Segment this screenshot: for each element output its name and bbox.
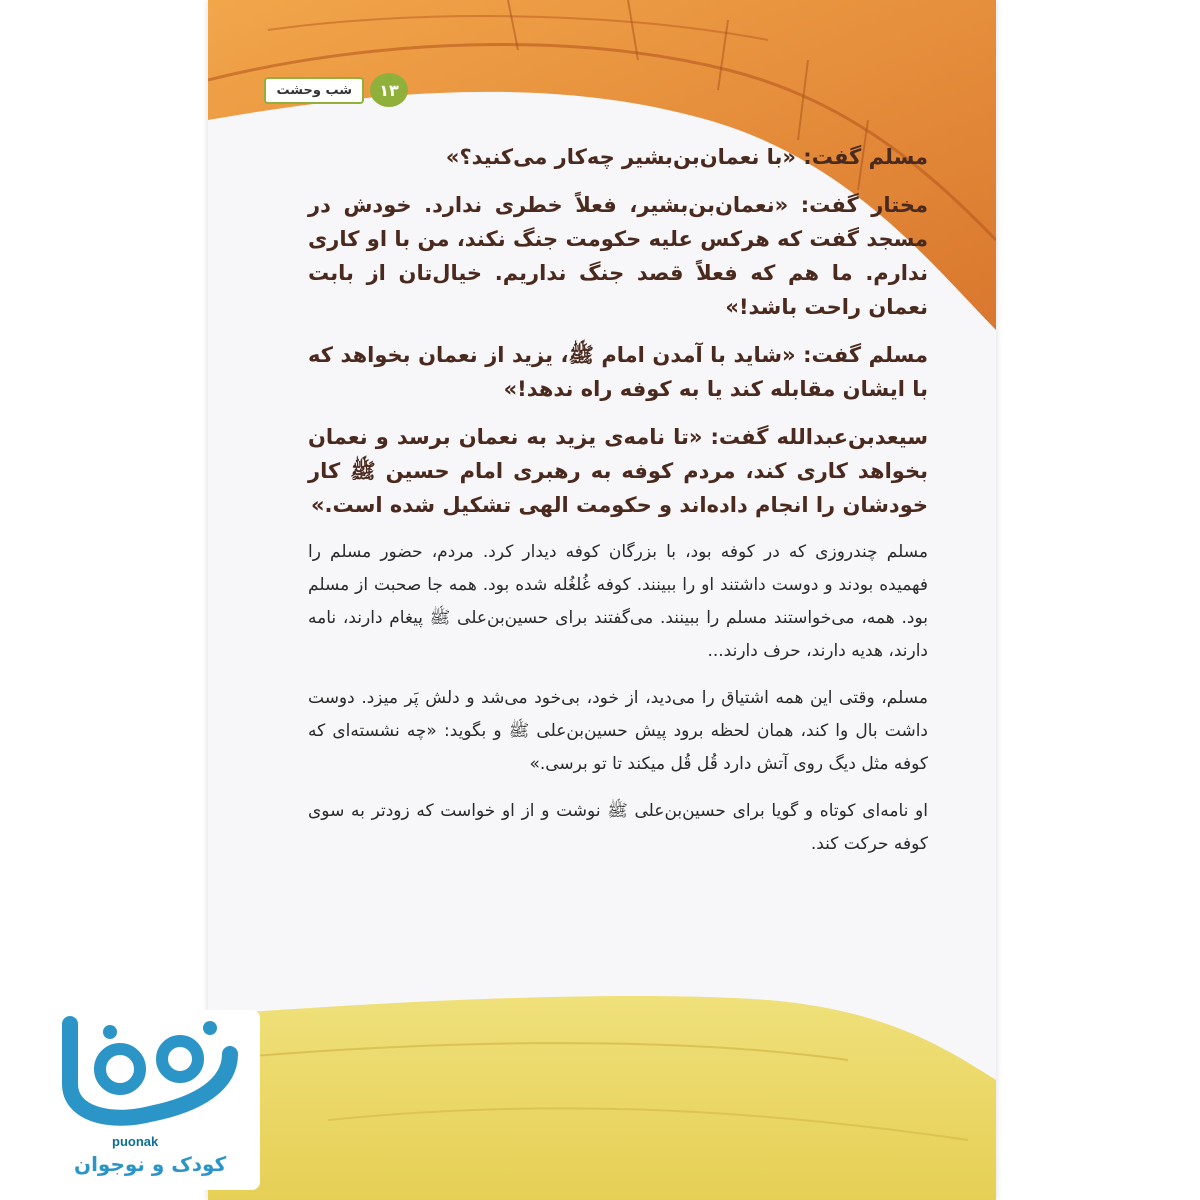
page-header (264, 70, 408, 110)
paragraph-narration: مسلم چندروزی که در کوفه بود، با بزرگان کوفه دیدار کرد. مردم، حضور مسلم را فهمیده بودند و دوست داشتند او را ببینند. کوفه غُلغُله شده بود. همه جا صحبت از مسلم بود. همه، می‌خواستند مسلم را ببینند. می‌گفتند برای حسین‌بن‌علی ﷺ پیغام دارند، نامه دارند، هدیه دارند، حرف دارند... (308, 542, 928, 661)
paragraph-dialogue: مسلم گفت: «شاید با آمدن امام ﷺ، یزید از نعمان بخواهد که با ایشان مقابله کند یا به کوفه راه ندهد!» (308, 343, 928, 401)
book-page (208, 0, 996, 1200)
puonak-logo-icon (50, 1014, 250, 1134)
paragraph-narration: مسلم، وقتی این همه اشتیاق را می‌دید، از خود، بی‌خود می‌شد و دلش پَر میزد. دوست داشت بال وا کند، همان لحظه برود پیش حسین‌بن‌علی ﷺ و بگوید: «چه نشسته‌ای که کوفه مثل دیگ روی آتش دارد قُل قُل میکند تا تو برسی.» (308, 688, 928, 774)
paragraph-narration: او نامه‌ای کوتاه و گویا برای حسین‌بن‌علی ﷺ نوشت و از او خواست که زودتر به سوی کوفه حرکت کند. (308, 801, 928, 854)
logo-tagline: کودک و نوجوان (74, 1152, 227, 1176)
bottom-yellow-wave (208, 996, 996, 1200)
chapter-title-tag: شب وحشت (264, 77, 364, 104)
paragraph-dialogue: مسلم گفت: «با نعمان‌بن‌بشیر چه‌کار می‌کنید؟» (445, 145, 928, 169)
page-body (308, 140, 928, 875)
logo-latin-text: puonak (112, 1134, 159, 1149)
paragraph-dialogue: سیعدبن‌عبدالله گفت: «تا نامه‌ی یزید به نعمان برسد و نعمان بخواهد کاری کند، مردم کوفه به رهبری امام حسین ﷺ کار خودشان را انجام داده‌اند و حکومت الهی تشکیل شده است.» (308, 425, 928, 517)
page-number-badge: ۱۳ (370, 73, 408, 107)
paragraph-dialogue: مختار گفت: «نعمان‌بن‌بشیر، فعلاً خطری ندارد. خودش در مسجد گفت که هرکس علیه حکومت جنگ نکند، من با او کاری ندارم. ما هم که فعلاً قصد جنگ نداریم. خیال‌تان از بابت نعمان راحت باشد!» (308, 193, 928, 319)
puonak-watermark-logo (40, 1010, 260, 1190)
